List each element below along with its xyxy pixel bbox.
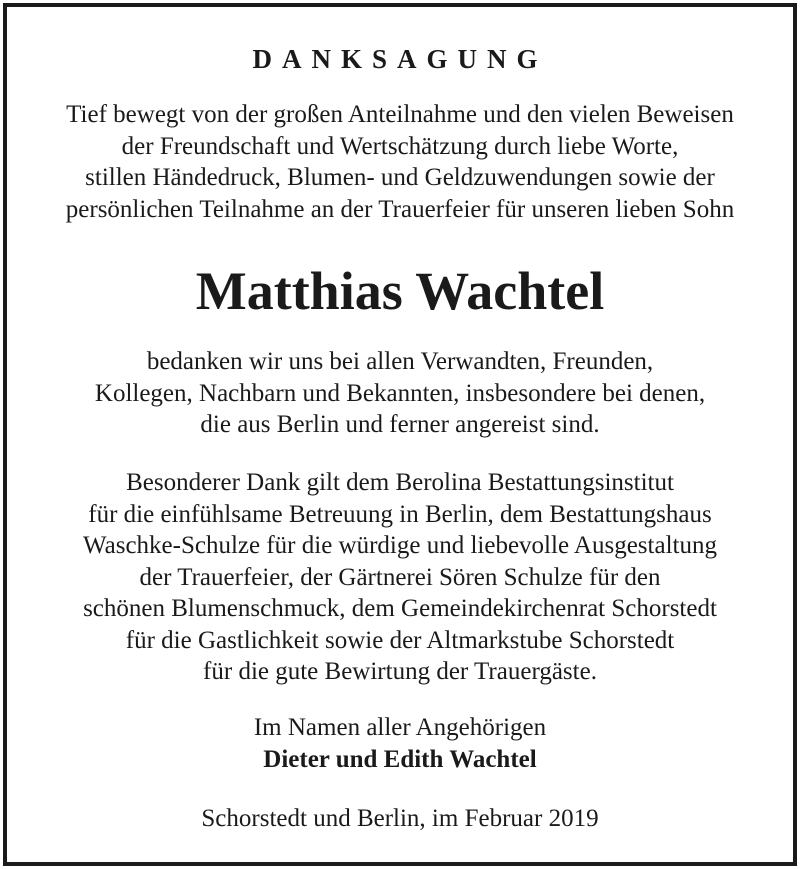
special-thanks-line: für die gute Bewirtung der Trauergäste. [203,658,597,685]
deceased-name: Matthias Wachtel [195,261,605,321]
thanks-line: Kollegen, Nachbarn und Bekannten, insbesondere bei denen, [94,379,706,407]
special-thanks-line: für die Gastlichkeit sowie der Altmarkstube Schorstedt [125,626,675,654]
intro-line: persönlichen Teilnahme an der Trauerfeier für unseren lieben Sohn [65,195,735,223]
special-thanks-paragraph [7,467,793,688]
thanks-paragraph [7,346,793,441]
special-thanks-line: der Trauerfeier, der Gärtnerei Sören Schulze für den [139,563,661,591]
special-thanks-line: für die einfühlsame Betreuung in Berlin, dem Bestattungshaus [88,500,712,528]
place-date-text: Schorstedt und Berlin, im Februar 2019 [201,805,599,832]
intro-line: stillen Händedruck, Blumen- und Geldzuwendungen sowie der [85,164,715,191]
signature-names: Dieter und Edith Wachtel [263,745,537,773]
special-thanks-line: Besonderer Dank gilt dem Berolina Bestattungsinstitut [126,469,674,496]
thanks-line: bedanken wir uns bei allen Verwandten, Freunden, [146,348,654,375]
place-date [7,803,793,835]
intro-line: der Freundschaft und Wertschätzung durch liebe Worte, [121,132,679,160]
signature-line: Im Namen aller Angehörigen [253,714,547,741]
notice-border [3,3,797,866]
special-thanks-line: schönen Blumenschmuck, dem Gemeindekirchenrat Schorstedt [83,595,717,622]
signature-block [7,712,793,775]
intro-paragraph [7,99,793,225]
heading: DANKSAGUNG [252,44,548,74]
intro-line: Tief bewegt von der großen Anteilnahme und den vielen Beweisen [66,101,734,128]
thanks-line: die aus Berlin und ferner angereist sind. [200,411,600,438]
special-thanks-line: Waschke-Schulze für die würdige und liebevolle Ausgestaltung [83,532,717,559]
notice-content [7,7,793,862]
